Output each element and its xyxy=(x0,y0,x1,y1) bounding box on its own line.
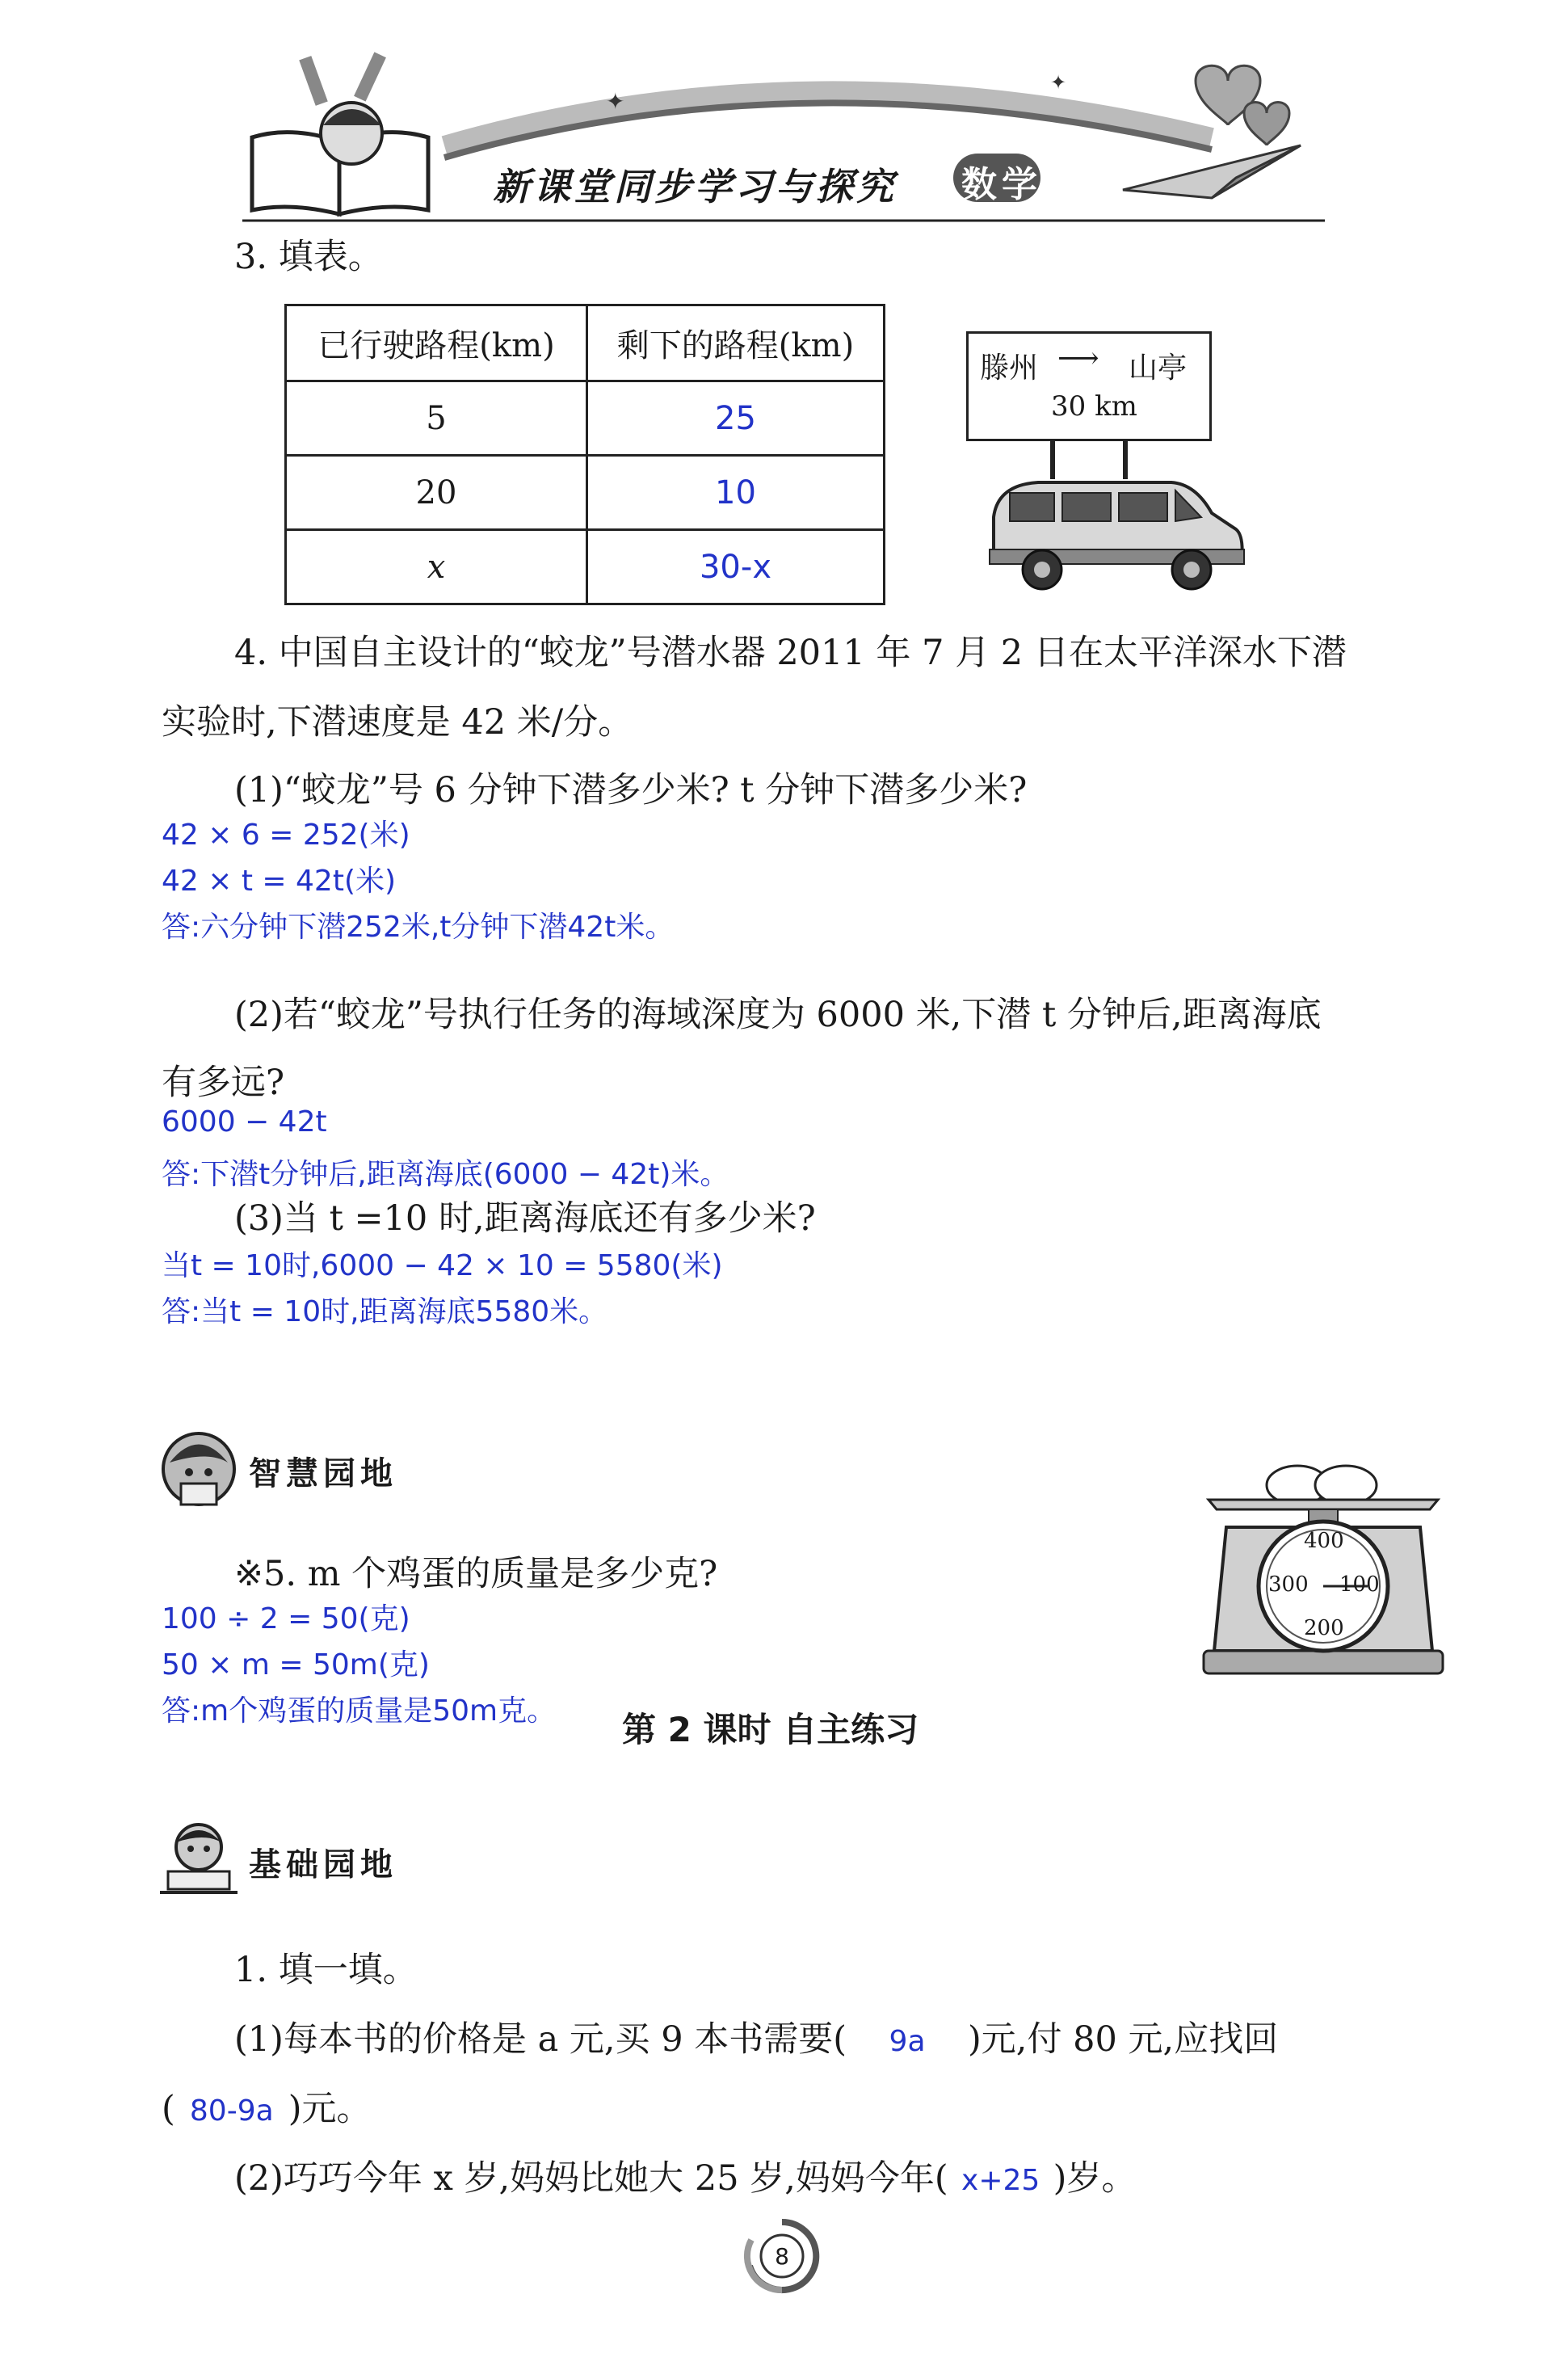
sign-from: 滕州 xyxy=(980,351,1039,385)
basic-section-header xyxy=(160,1818,451,1896)
q4-sub1-question: (1)“蛟龙”号 6 分钟下潜多少米? t 分钟下潜多少米? xyxy=(234,770,1028,810)
q4-sub3-question: (3)当 t =10 时,距离海底还有多少米? xyxy=(234,1198,816,1239)
table-answer-cell: 30-x xyxy=(587,530,885,604)
table-header: 已行驶路程(km) xyxy=(286,305,587,381)
q5-question: ※5. m 个鸡蛋的质量是多少克? xyxy=(234,1554,718,1594)
basic-q1-label: 1. 填一填。 xyxy=(234,1950,418,1990)
basic-sub1-line1 xyxy=(234,2015,1278,2066)
question-text: )元。 xyxy=(288,2089,372,2129)
table-cell: 5 xyxy=(286,381,587,456)
page-number: 8 xyxy=(775,2243,789,2270)
wisdom-section-header xyxy=(160,1430,451,1508)
basic-section-label: 基础园地 xyxy=(249,1846,397,1884)
q3-label: 3. 填表。 xyxy=(234,237,383,277)
girl-writing-icon xyxy=(160,1818,238,1896)
question-text: ( xyxy=(162,2089,175,2129)
answer-line: 答:六分钟下潜252米,t分钟下潜42t米。 xyxy=(162,911,675,944)
header-decoration xyxy=(242,48,1333,242)
answer-line: 当t = 10时,6000 − 42 × 10 = 5580(米) xyxy=(162,1249,723,1282)
answer-blank: x+25 xyxy=(961,2164,1040,2197)
answer-line: 答:下潜t分钟后,距离海底(6000 − 42t)米。 xyxy=(162,1158,729,1191)
q4-stem-line2: 实验时,下潜速度是 42 米/分。 xyxy=(162,702,633,743)
scale-label-bottom: 200 xyxy=(1304,1616,1344,1640)
q4-stem-line1: 4. 中国自主设计的“蛟龙”号潜水器 2011 年 7 月 2 日在太平洋深水下潜 xyxy=(234,633,1347,673)
scale-drawing xyxy=(1202,1461,1444,1679)
answer-line: 答:m个鸡蛋的质量是50m克。 xyxy=(162,1694,557,1728)
answer-line: 42 × 6 = 252(米) xyxy=(162,819,410,852)
header-title: 新课堂同步学习与探究 xyxy=(493,165,897,208)
basic-sub1-line2 xyxy=(162,2085,372,2136)
question-text: )岁。 xyxy=(1053,2158,1137,2199)
question-text: (1)每本书的价格是 a 元,买 9 本书需要( xyxy=(234,2019,847,2060)
answer-line: 6000 − 42t xyxy=(162,1105,327,1139)
table-answer-cell: 10 xyxy=(587,456,885,530)
scale-label-right: 100 xyxy=(1339,1572,1380,1597)
answer-blank: 9a xyxy=(889,2025,926,2058)
reading-girl-icon xyxy=(252,52,428,214)
basic-sub2 xyxy=(234,2154,1136,2205)
paper-plane-icon xyxy=(1123,145,1301,198)
scale-label-top: 400 xyxy=(1304,1529,1344,1553)
answer-line: 50 × m = 50m(克) xyxy=(162,1648,430,1682)
wisdom-section-label: 智慧园地 xyxy=(249,1454,397,1492)
sign-to: 山亭 xyxy=(1129,351,1188,385)
table-cell: 20 xyxy=(286,456,587,530)
svg-text:✦: ✦ xyxy=(1050,71,1067,94)
road-sign xyxy=(966,331,1212,441)
svg-text:✦: ✦ xyxy=(606,88,625,115)
question-text: (2)巧巧今年 x 岁,妈妈比她大 25 岁,妈妈今年( xyxy=(234,2158,948,2199)
table-answer-cell: 25 xyxy=(587,381,885,456)
page-header xyxy=(242,48,1333,242)
fill-table xyxy=(284,304,885,605)
answer-line: 100 ÷ 2 = 50(克) xyxy=(162,1602,410,1635)
header-subject: 数学 xyxy=(961,164,1042,205)
scale-label-left: 300 xyxy=(1268,1572,1309,1597)
arrow-right-icon: ⟶ xyxy=(1057,342,1099,375)
table-cell: x xyxy=(286,530,587,604)
q4-sub2-question-line1: (2)若“蛟龙”号执行任务的海域深度为 6000 米,下潜 t 分钟后,距离海底 xyxy=(234,995,1322,1035)
sign-distance: 30 km xyxy=(1051,390,1137,423)
answer-line: 42 × t = 42t(米) xyxy=(162,865,397,898)
question-text: )元,付 80 元,应找回 xyxy=(968,2019,1279,2060)
kitchen-scale xyxy=(1202,1461,1444,1679)
lesson-title: 第 2 课时 自主练习 xyxy=(622,1710,919,1749)
table-header: 剩下的路程(km) xyxy=(587,305,885,381)
q4-sub2-question-line2: 有多远? xyxy=(162,1063,285,1103)
answer-line: 答:当t = 10时,距离海底5580米。 xyxy=(162,1295,608,1328)
page-number-badge xyxy=(742,2216,822,2296)
van-icon xyxy=(982,473,1248,594)
answer-blank: 80-9a xyxy=(189,2094,274,2128)
boy-reading-icon xyxy=(160,1430,238,1508)
